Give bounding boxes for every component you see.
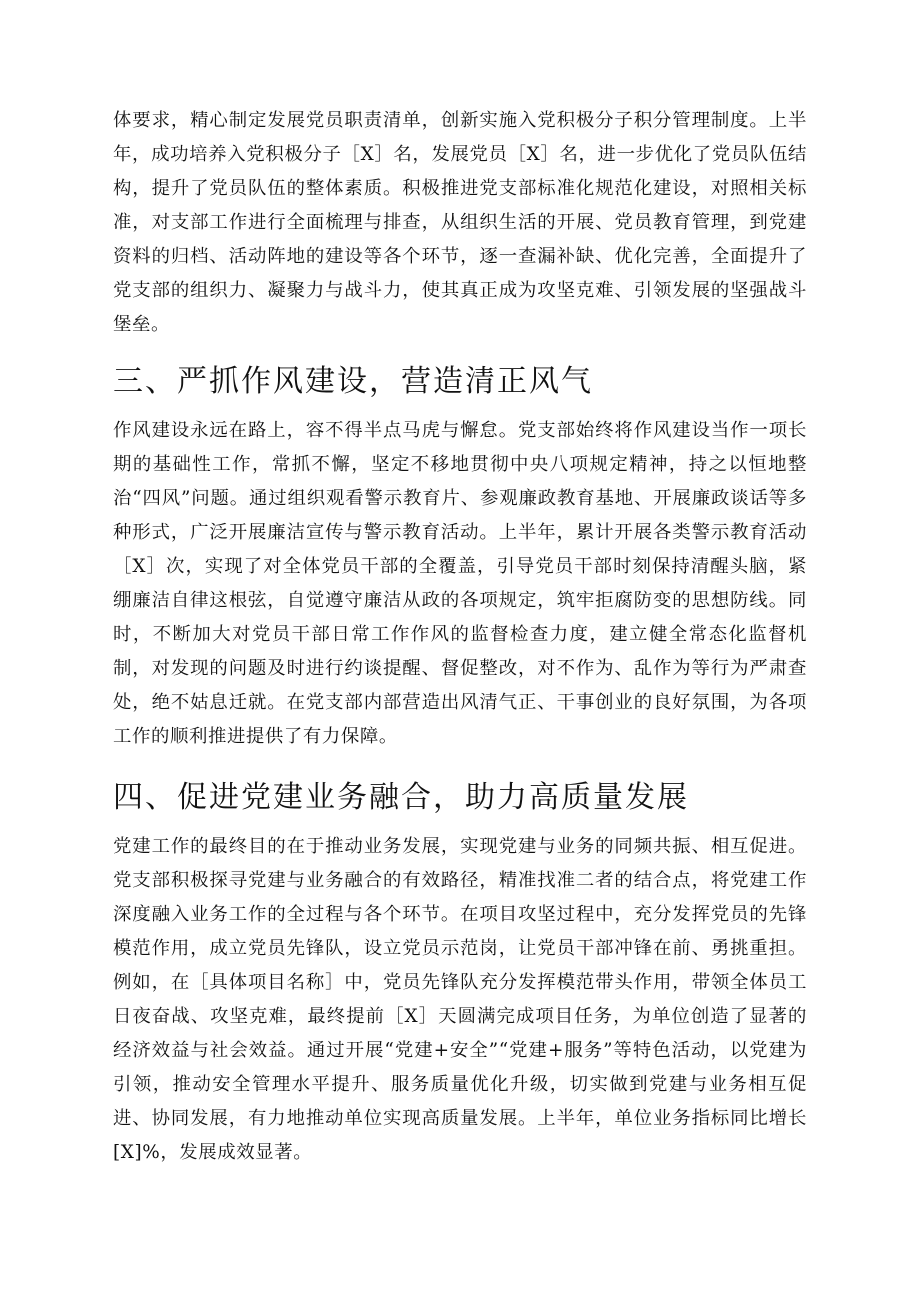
document-body <box>113 104 807 1170</box>
paragraph-business-integration: 党建工作的最终目的在于推动业务发展，实现党建与业务的同频共振、相互促进。党支部积极探寻党建与业务融合的有效路径，精准找准二者的结合点，将党建工作深度融入业务工作的全过程与各个环节。在项目攻坚过程中，充分发挥党员的先锋模范作用，成立党员先锋队，设立党员示范岗，让党员干部冲锋在前、勇挑重担。例如，在［具体项目名称］中，党员先锋队充分发挥模范带头作用，带领全体员工日夜奋战、攻坚克难，最终提前［X］天圆满完成项目任务，为单位创造了显著的经济效益与社会效益。通过开展“党建+安全”“党建+服务”等特色活动，以党建为引领，推动安全管理水平提升、服务质量优化升级，切实做到党建与业务相互促进、协同发展，有力地推动单位实现高质量发展。上半年，单位业务指标同比增长[X]%，发展成效显著。 <box>113 836 807 1163</box>
section-heading-business-integration: 四、促进党建业务融合，助力高质量发展 <box>113 780 689 815</box>
section-heading-work-style: 三、严抓作风建设，营造清正风气 <box>113 364 593 399</box>
paragraph-party-organization: 体要求，精心制定发展党员职责清单，创新实施入党积极分子积分管理制度。上半年，成功培养入党积极分子［X］名，发展党员［X］名，进一步优化了党员队伍结构，提升了党员队伍的整体素质。积极推进党支部标准化规范化建设，对照相关标准，对支部工作进行全面梳理与排查，从组织生活的开展、党员教育管理，到党建资料的归档、活动阵地的建设等各个环节，逐一查漏补缺、优化完善，全面提升了党支部的组织力、凝聚力与战斗力，使其真正成为攻坚克难、引领发展的坚强战斗堡垒。 <box>113 110 807 335</box>
paragraph-work-style: 作风建设永远在路上，容不得半点马虎与懈怠。党支部始终将作风建设当作一项长期的基础性工作，常抓不懈，坚定不移地贯彻中央八项规定精神，持之以恒地整治“四风”问题。通过组织观看警示教育片、参观廉政教育基地、开展廉政谈话等多种形式，广泛开展廉洁宣传与警示教育活动。上半年，累计开展各类警示教育活动［X］次，实现了对全体党员干部的全覆盖，引导党员干部时刻保持清醒头脑，紧绷廉洁自律这根弦，自觉遵守廉洁从政的各项规定，筑牢拒腐防变的思想防线。同时，不断加大对党员干部日常工作作风的监督检查力度，建立健全常态化监督机制，对发现的问题及时进行约谈提醒、督促整改，对不作为、乱作为等行为严肃查处，绝不姑息迁就。在党支部内部营造出风清气正、干事创业的良好氛围，为各项工作的顺利推进提供了有力保障。 <box>113 420 807 747</box>
